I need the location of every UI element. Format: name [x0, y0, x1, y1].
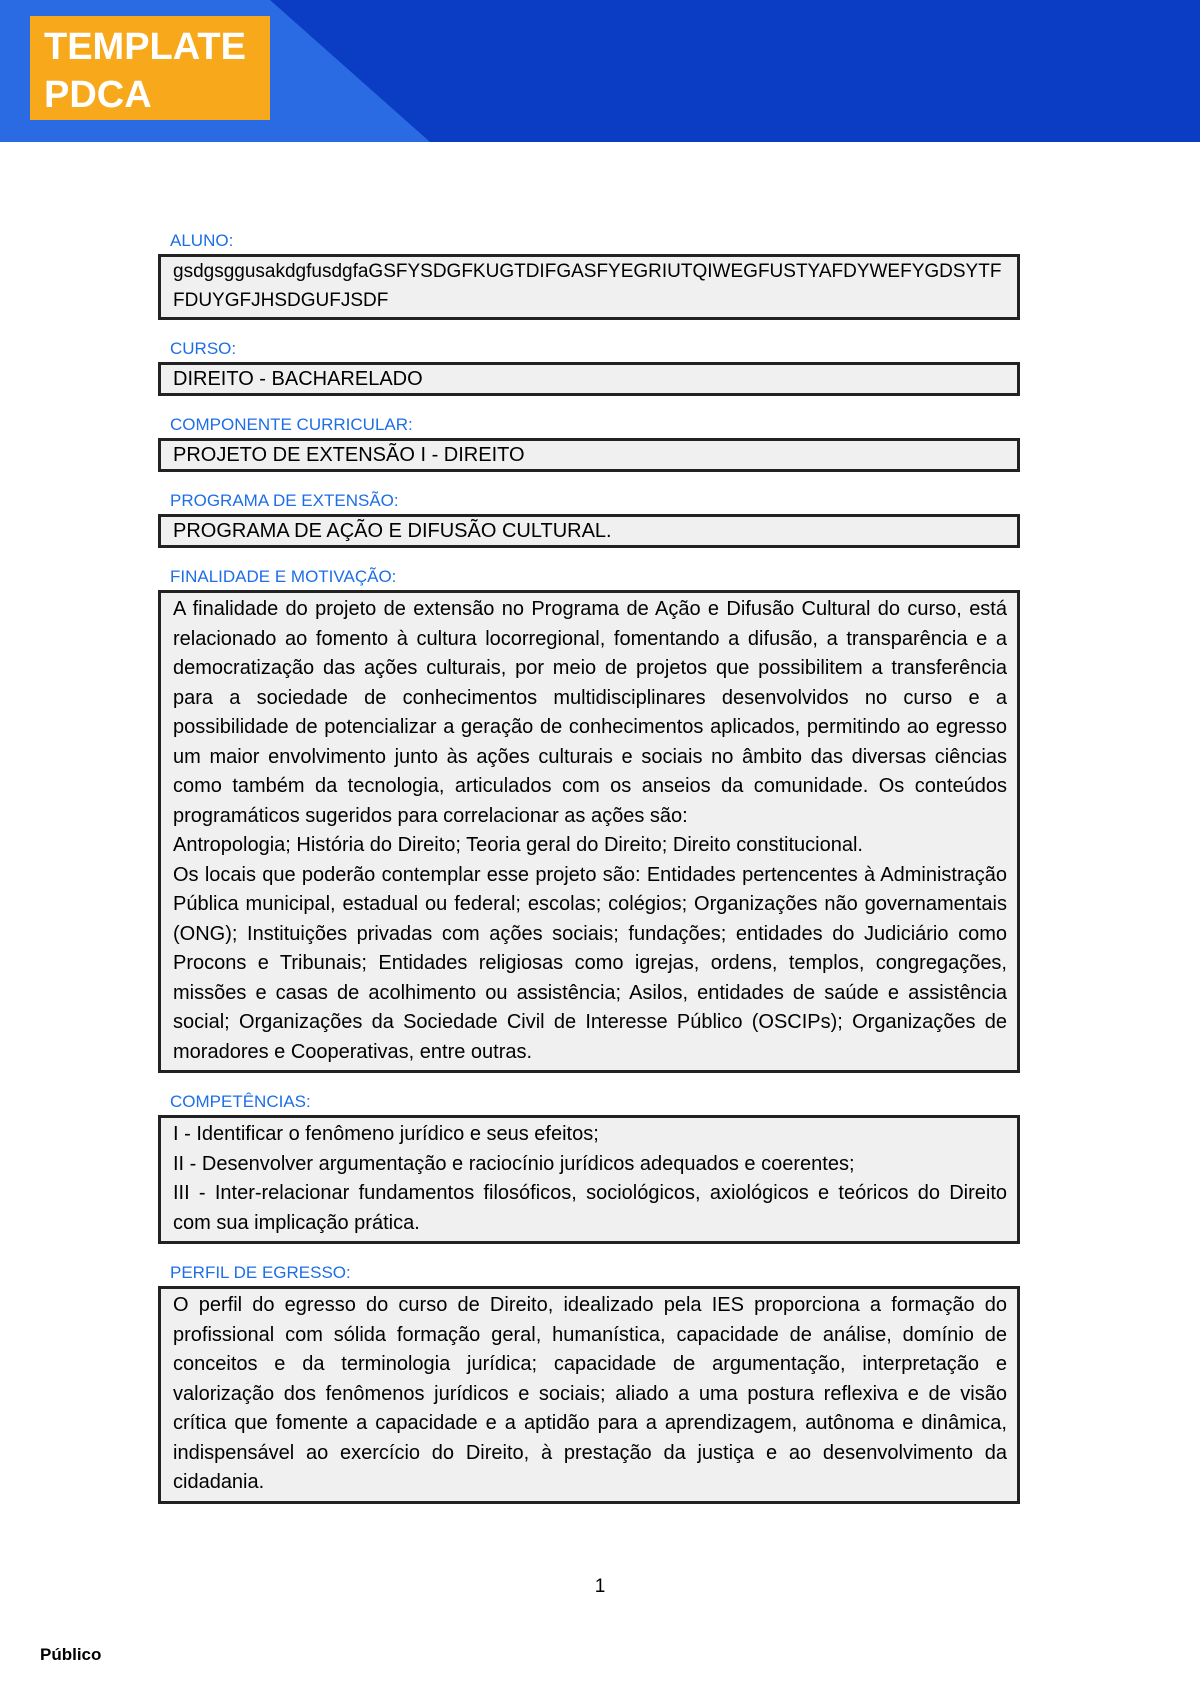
section-finalidade	[158, 566, 1020, 1073]
page-number: 1	[594, 1576, 606, 1597]
programa-label: PROGRAMA DE EXTENSÃO:	[170, 491, 399, 510]
competencia-item: III - Inter-relacionar fundamentos filosóficos, sociológicos, axiológicos e teóricos do Direito com sua implicação prática.	[173, 1182, 1007, 1234]
section-competencias	[158, 1091, 1020, 1244]
section-curso	[158, 338, 1020, 396]
componente-label: COMPONENTE CURRICULAR:	[170, 415, 413, 434]
finalidade-field[interactable]	[158, 590, 1020, 1073]
perfil-label: PERFIL DE EGRESSO:	[170, 1263, 351, 1282]
section-componente	[158, 414, 1020, 472]
finalidade-paragraph-2: Antropologia; História do Direito; Teoria geral do Direito; Direito constitucional.	[173, 834, 863, 856]
curso-label: CURSO:	[170, 339, 237, 358]
aluno-field[interactable]: gsdgsggusakdgfusdgfaGSFYSDGFKUGTDIFGASFYEGRIUTQIWEGFUSTYAFDYWEFYGDSYTFFDUYGFJHSDGUFJSDF	[158, 254, 1020, 320]
competencias-label: COMPETÊNCIAS:	[170, 1092, 311, 1111]
programa-field[interactable]: PROGRAMA DE AÇÃO E DIFUSÃO CULTURAL.	[158, 514, 1020, 548]
competencias-field[interactable]	[158, 1115, 1020, 1244]
competencia-item: I - Identificar o fenômeno jurídico e seus efeitos;	[173, 1123, 599, 1145]
finalidade-paragraph-3: Os locais que poderão contemplar esse projeto são: Entidades pertencentes à Administração Pública municipal, estadual ou federal; escolas; colégios; Organizações não governamentais (ONG); Instituições privadas com ações sociais; fundações; entidades do Judiciário como Procons e Tribunais; Entidades religiosas como igrejas, ordens, templos, congregações, missões e casas de acolhimento ou assistência; Asilos, entidades de saúde e assistência social; Organizações da Sociedade Civil de Interesse Público (OSCIPs); Organizações de moradores e Cooperativas, entre outras.	[173, 863, 1007, 1063]
section-aluno	[158, 230, 1020, 320]
perfil-paragraph: O perfil do egresso do curso de Direito, idealizado pela IES proporciona a formação do profissional com sólida formação geral, humanística, capacidade de análise, domínio de conceitos e da terminologia jurídica; capacidade de argumentação, interpretação e valorização dos fenômenos jurídicos e sociais; aliado a uma postura reflexiva e de visão crítica que fomente a capacidade e a aptidão para a aprendizagem, autônoma e dinâmica, indispensável ao exercício do Direito, à prestação da justiça e ao desenvolvimento da cidadania.	[173, 1294, 1007, 1493]
form-content	[158, 230, 1020, 1522]
logo-text-pdca: PDCA	[44, 74, 152, 116]
finalidade-label: FINALIDADE E MOTIVAÇÃO:	[170, 567, 397, 586]
competencia-item: II - Desenvolver argumentação e raciocínio jurídicos adequados e coerentes;	[173, 1152, 855, 1175]
perfil-field[interactable]	[158, 1286, 1020, 1504]
section-perfil	[158, 1262, 1020, 1504]
aluno-label: ALUNO:	[170, 231, 234, 250]
classification-label: Público	[40, 1645, 102, 1664]
componente-field[interactable]: PROJETO DE EXTENSÃO I - DIREITO	[158, 438, 1020, 472]
section-programa	[158, 490, 1020, 548]
curso-field[interactable]: DIREITO - BACHARELADO	[158, 362, 1020, 396]
logo-text-template: TEMPLATE	[44, 26, 246, 68]
finalidade-paragraph-1: A finalidade do projeto de extensão no Programa de Ação e Difusão Cultural do curso, está relacionado ao fomento à cultura locorregional, fomentando a difusão, a transparência e a democratização das ações culturais, por meio de projetos que possibilitem a transferência para a sociedade de conhecimentos multidisciplinares desenvolvidos no curso e a possibilidade de potencializar a geração de conhecimentos aplicados, permitindo ao egresso um maior envolvimento junto às ações culturais e sociais no âmbito das diversas ciências como também da tecnologia, articulados com os anseios da comunidade. Os conteúdos programáticos sugeridos para correlacionar as ações são:	[173, 598, 1007, 827]
